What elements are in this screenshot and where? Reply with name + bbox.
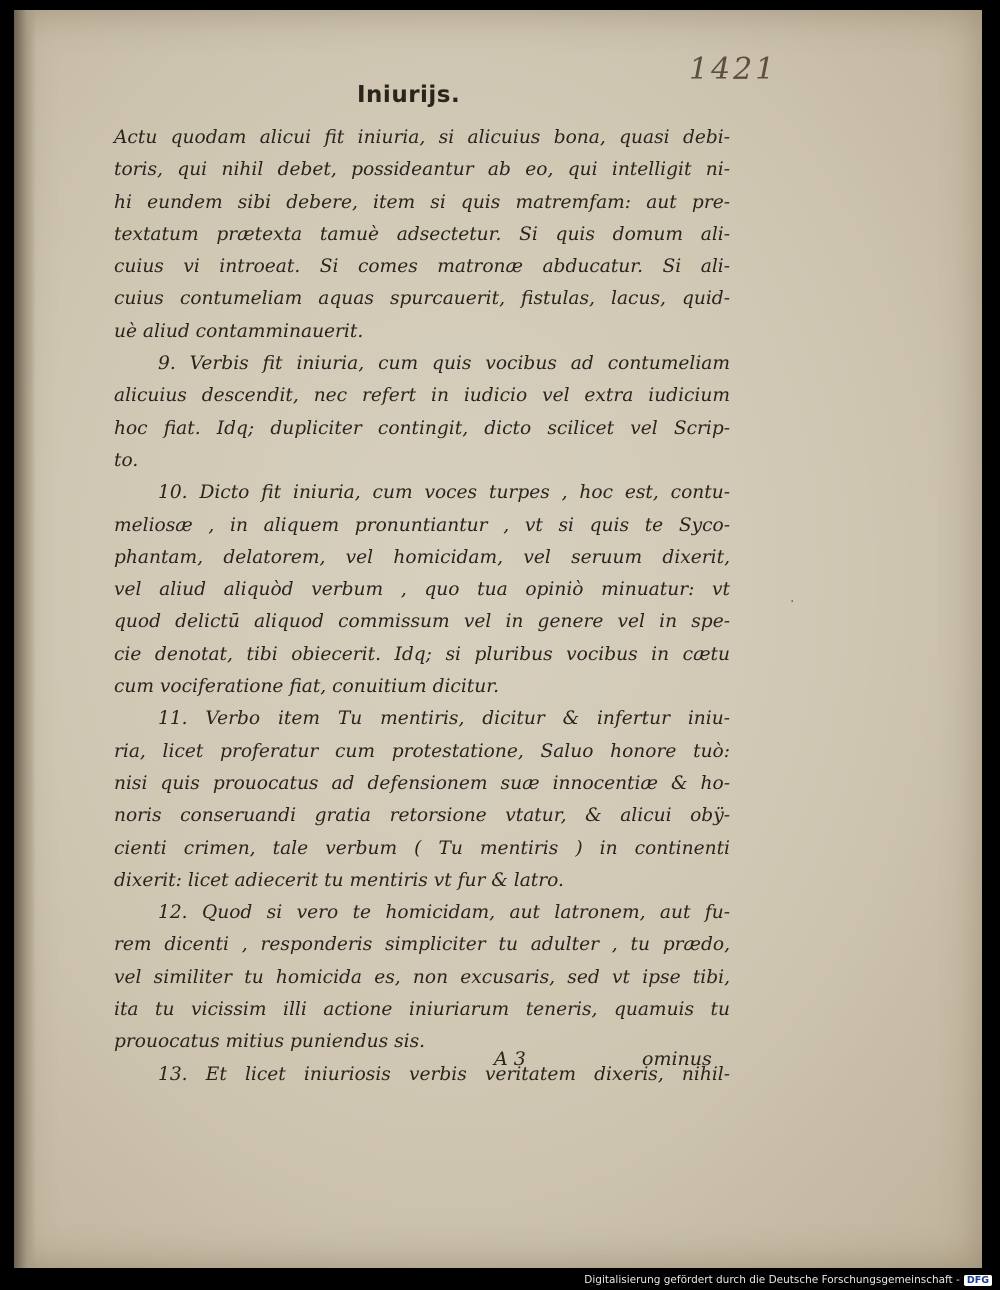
text-line: dixerit: licet adiecerit tu mentiris vt fur & latro. <box>114 869 564 891</box>
text-line: cie denotat, tibi obiecerit. Idq; si pluribus vocibus in cætu <box>114 643 730 665</box>
paragraph-11-start: 11. Verbo item Tu mentiris, dicitur & infertur iniu- <box>158 708 730 730</box>
paragraph-10-start: 10. Dicto fit iniuria, cum voces turpes , hoc est, contu- <box>158 482 730 504</box>
running-header: Iniurijs. <box>357 82 461 108</box>
book-page <box>14 10 982 1268</box>
text-line: Actu quodam alicui fit iniuria, si alicuius bona, quasi debi- <box>114 127 730 148</box>
text-line: nisi quis prouocatus ad defensionem suæ innocentiæ & ho- <box>114 772 730 794</box>
text-line: toris, qui nihil debet, possideantur ab eo, qui intelligit ni- <box>114 159 730 181</box>
margin-mark: · <box>790 594 795 610</box>
text-line: phantam, delatorem, vel homicidam, vel seruum dixerit, <box>114 546 730 568</box>
text-line: vel aliud aliquòd verbum , quo tua opiniò minuatur: vt <box>114 579 730 601</box>
paragraph-12-start: 12. Quod si vero te homicidam, aut latronem, aut fu- <box>158 902 730 924</box>
body-text <box>114 122 730 1091</box>
text-line: cuius contumeliam aquas spurcauerit, fistulas, lacus, quid- <box>114 288 730 310</box>
digitization-footer <box>584 1274 992 1286</box>
dfg-logo-icon: DFG <box>964 1275 992 1286</box>
footer-credit: Digitalisierung gefördert durch die Deutsche Forschungsgemeinschaft - <box>584 1274 960 1286</box>
text-line: hi eundem sibi debere, item si quis matremfam: aut pre- <box>114 191 730 213</box>
text-line: quod delictū aliquod commissum vel in genere vel in spe- <box>114 611 730 633</box>
text-line: rem dicenti , responderis simpliciter tu adulter , tu prædo, <box>114 934 730 956</box>
text-line: cienti crimen, tale verbum ( Tu mentiris ) in continenti <box>114 837 730 859</box>
text-line: to. <box>114 449 139 471</box>
text-line: prouocatus mitius puniendus sis. <box>114 1031 426 1053</box>
text-line: meliosæ , in aliquem pronuntiantur , vt si quis te Syco- <box>114 514 730 536</box>
text-line: uè aliud contamminauerit. <box>114 320 364 342</box>
text-line: noris conseruandi gratia retorsione vtatur, & alicui obÿ- <box>114 805 730 827</box>
text-line: ria, licet proferatur cum protestatione, Saluo honore tuò: <box>114 740 730 762</box>
text-line: ita tu vicissim illi actione iniuriarum teneris, quamuis tu <box>114 999 730 1021</box>
text-line: alicuius descendit, nec refert in iudicio vel extra iudicium <box>114 385 730 407</box>
signature-mark: A 3 <box>494 1048 526 1070</box>
handwritten-page-number: 1421 <box>689 52 778 87</box>
text-line: textatum prætexta tamuè adsectetur. Si quis domum ali- <box>114 223 730 245</box>
paragraph-13-start: 13. Et licet iniuriosis verbis veritatem dixeris, nihil- <box>158 1063 730 1085</box>
text-line: cum vociferatione fiat, conuitium dicitur. <box>114 676 499 698</box>
text-line: cuius vi introeat. Si comes matronæ abducatur. Si ali- <box>114 256 730 278</box>
catchword: ominus <box>642 1048 712 1070</box>
page-gutter-shadow <box>14 10 36 1268</box>
text-line: vel similiter tu homicida es, non excusaris, sed vt ipse tibi, <box>114 966 730 988</box>
text-line: hoc fiat. Idq; dupliciter contingit, dicto scilicet vel Scrip- <box>114 417 730 439</box>
paragraph-9-start: 9. Verbis fit iniuria, cum quis vocibus ad contumeliam <box>158 353 730 375</box>
